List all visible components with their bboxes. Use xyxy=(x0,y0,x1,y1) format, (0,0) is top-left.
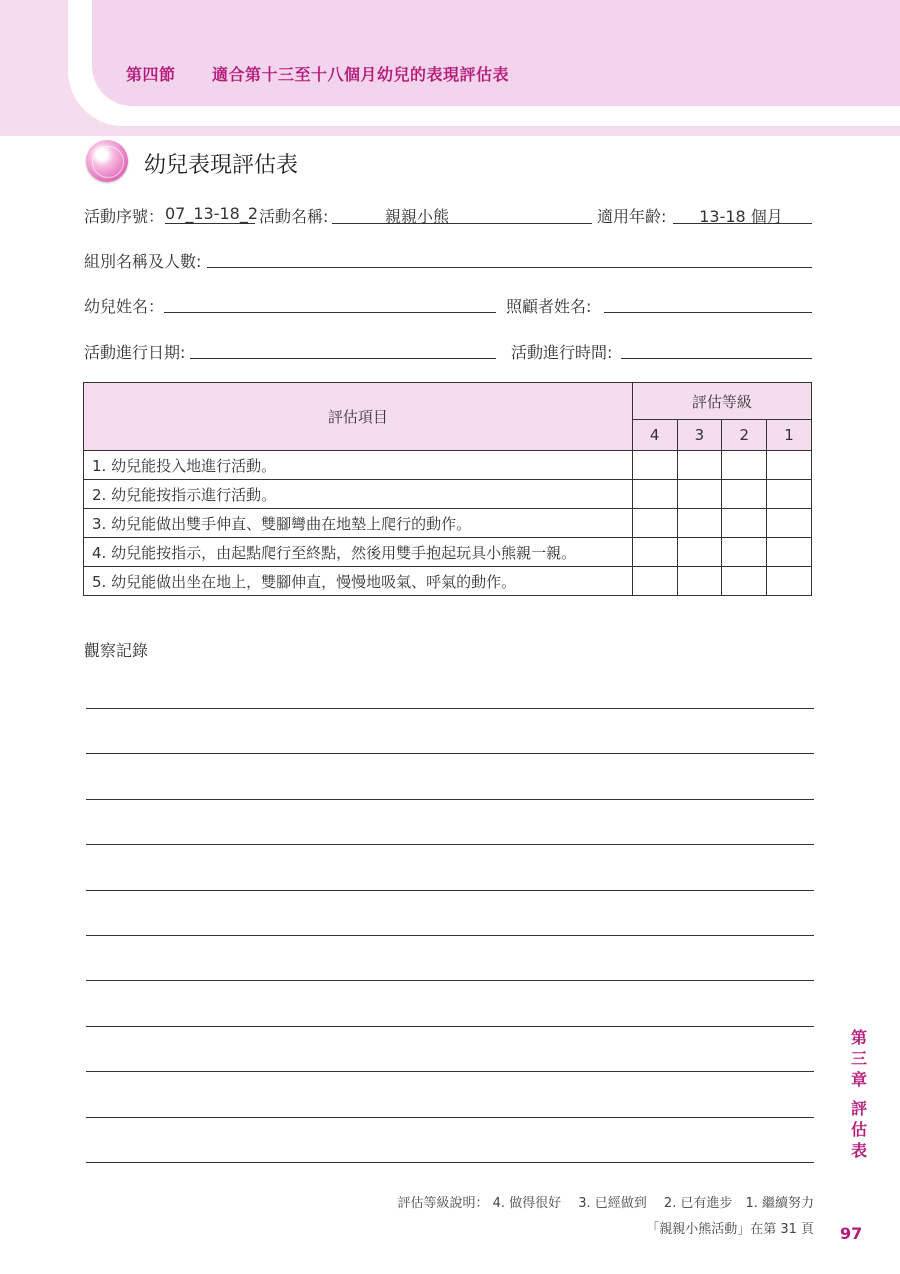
age-label: 適用年齡: xyxy=(597,207,667,226)
group-label: 組別名稱及人數: xyxy=(84,252,202,271)
side-topic-label: 評估表 xyxy=(850,1099,867,1160)
evaluation-item: 3. 幼兒能做出雙手伸直、雙腳彎曲在地墊上爬行的動作。 xyxy=(84,509,633,538)
activity-no-line xyxy=(165,223,255,224)
table-header-row xyxy=(84,383,812,420)
child-name-input-line[interactable] xyxy=(164,312,496,313)
grade-cell[interactable] xyxy=(767,567,812,596)
grade-cell[interactable] xyxy=(677,509,722,538)
observation-line[interactable] xyxy=(86,1026,814,1027)
grade-cell[interactable] xyxy=(722,509,767,538)
observation-label: 觀察記錄 xyxy=(84,641,149,660)
grade-cell[interactable] xyxy=(767,451,812,480)
age-value: 13-18 個月 xyxy=(699,207,783,226)
grade-cell[interactable] xyxy=(632,451,677,480)
observation-line[interactable] xyxy=(86,1117,814,1118)
activity-name-value: 親親小熊 xyxy=(384,207,449,226)
grade-cell[interactable] xyxy=(677,567,722,596)
evaluation-item: 5. 幼兒能做出坐在地上，雙腳伸直，慢慢地吸氣、呼氣的動作。 xyxy=(84,567,633,596)
grade-cell[interactable] xyxy=(722,451,767,480)
item-column-header: 評估項目 xyxy=(84,383,633,451)
page-title: 幼兒表現評估表 xyxy=(144,153,299,178)
carer-name-label: 照顧者姓名: xyxy=(506,297,592,316)
activity-name-line xyxy=(332,223,592,224)
grade-cell[interactable] xyxy=(767,509,812,538)
grade-cell[interactable] xyxy=(677,480,722,509)
grade-cell[interactable] xyxy=(632,480,677,509)
activity-no-value: 07_13-18_2 xyxy=(165,204,259,223)
activity-name-label: 活動名稱: xyxy=(259,207,329,226)
pearl-bullet-icon xyxy=(86,140,128,182)
time-label: 活動進行時間: xyxy=(511,343,613,362)
age-line xyxy=(673,223,812,224)
carer-name-input-line[interactable] xyxy=(604,312,812,313)
grade-cell[interactable] xyxy=(722,480,767,509)
date-label: 活動進行日期: xyxy=(84,343,186,362)
grade-cell[interactable] xyxy=(632,567,677,596)
observation-line[interactable] xyxy=(86,844,814,845)
evaluation-item: 1. 幼兒能投入地進行活動。 xyxy=(84,451,633,480)
observation-line[interactable] xyxy=(86,753,814,754)
date-input-line[interactable] xyxy=(190,358,496,359)
grade-cell[interactable] xyxy=(722,538,767,567)
table-row xyxy=(84,509,812,538)
grade-cell[interactable] xyxy=(722,567,767,596)
observation-line[interactable] xyxy=(86,1162,814,1163)
evaluation-table xyxy=(83,382,812,596)
grade-2-header: 2 xyxy=(722,420,767,451)
observation-line[interactable] xyxy=(86,890,814,891)
time-input-line[interactable] xyxy=(621,358,812,359)
child-name-label: 幼兒姓名： xyxy=(84,297,165,316)
grade-cell[interactable] xyxy=(632,509,677,538)
grade-4-header: 4 xyxy=(632,420,677,451)
table-row xyxy=(84,451,812,480)
group-input-line[interactable] xyxy=(207,267,812,268)
page-number: 97 xyxy=(840,1224,863,1243)
observation-line[interactable] xyxy=(86,708,814,709)
observation-line[interactable] xyxy=(86,935,814,936)
grade-cell[interactable] xyxy=(767,538,812,567)
grade-1-header: 1 xyxy=(767,420,812,451)
side-chapter-label: 第三章 xyxy=(850,1028,867,1089)
table-row xyxy=(84,480,812,509)
grade-cell[interactable] xyxy=(632,538,677,567)
activity-reference: 「親親小熊活動」在第 31 頁 xyxy=(646,1222,814,1237)
grade-legend: 評估等級說明： 4. 做得很好 3. 已經做到 2. 已有進步 1. 繼續努力 xyxy=(397,1196,814,1211)
observation-line[interactable] xyxy=(86,799,814,800)
grade-cell[interactable] xyxy=(677,538,722,567)
grade-3-header: 3 xyxy=(677,420,722,451)
table-row xyxy=(84,538,812,567)
header-panel xyxy=(92,0,900,106)
observation-line[interactable] xyxy=(86,980,814,981)
grade-cell[interactable] xyxy=(767,480,812,509)
observation-line[interactable] xyxy=(86,1071,814,1072)
section-title: 適合第十三至十八個月幼兒的表現評估表 xyxy=(212,65,510,84)
evaluation-item: 2. 幼兒能按指示進行活動。 xyxy=(84,480,633,509)
table-row xyxy=(84,567,812,596)
grade-cell[interactable] xyxy=(677,451,722,480)
grade-column-header: 評估等級 xyxy=(632,383,811,420)
evaluation-item: 4. 幼兒能按指示，由起點爬行至終點，然後用雙手抱起玩具小熊親一親。 xyxy=(84,538,633,567)
section-number: 第四節 xyxy=(126,65,176,84)
activity-no-label: 活動序號： xyxy=(84,207,165,226)
